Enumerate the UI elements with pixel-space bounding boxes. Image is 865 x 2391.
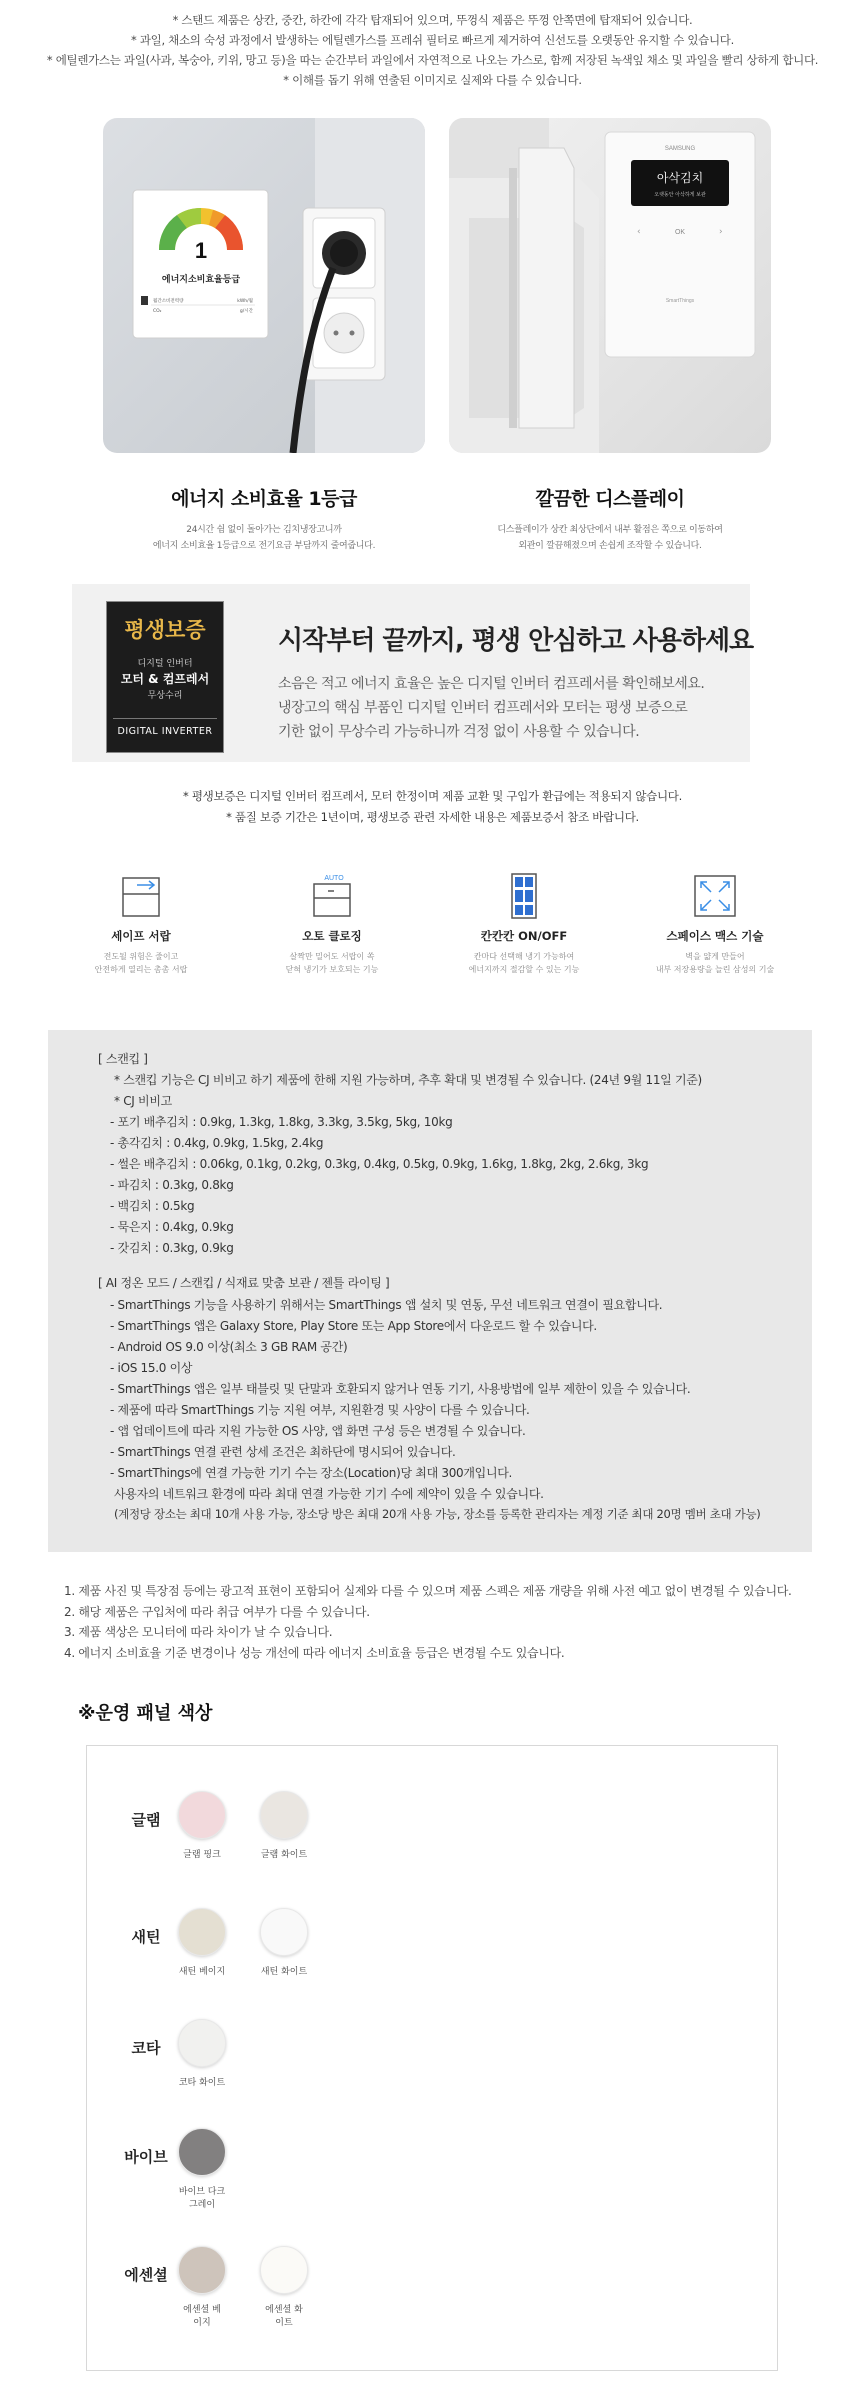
display-brand: SAMSUNG	[664, 146, 696, 152]
scankeep-heading: [ 스캔킵 ]	[98, 1052, 148, 1066]
top-note: * 스탠드 제품은 상칸, 중칸, 하칸에 각각 탑재되어 있으며, 뚜껑식 제품은 뚜껑 안쪽면에 탑재되어 있습니다.	[172, 13, 693, 27]
feature-title-energy: 에너지 소비효율 1등급	[171, 488, 357, 510]
badge-line2: 모터 & 컴프레서	[120, 672, 210, 686]
swatch-label: 새틴 화이트	[260, 1967, 308, 1977]
display-sub-text: 오랫동안 아삭하게 보관	[654, 192, 706, 198]
icon-feature-desc	[46, 950, 236, 976]
icon-feature-title: 세이프 서랍	[111, 929, 171, 943]
feature-desc-energy	[103, 522, 425, 554]
ai-mode-line: - 앱 업데이트에 따라 지원 가능한 OS 사양, 앱 화면 구성 등은 변경될 수 있습니다.	[110, 1424, 526, 1438]
icon-desc-line: 전도될 위험은 줄이고	[103, 952, 179, 961]
color-swatch	[178, 2246, 226, 2294]
swatch-label: 글램 핑크	[183, 1850, 221, 1860]
compartment-icon	[496, 872, 552, 920]
panel-row-label-satin: 새틴	[131, 1928, 161, 1946]
feature-desc-line: 에너지 소비효율 1등급으로 전기요금 부담까지 줄여줍니다.	[152, 541, 376, 551]
ai-mode-line: - iOS 15.0 이상	[110, 1361, 193, 1375]
badge-divider	[113, 718, 217, 719]
scankeep-line: * 스캔킵 기능은 CJ 비비고 하기 제품에 한해 지원 가능하며, 추후 확대 및 변경될 수 있습니다. (24년 9월 11일 기준)	[114, 1073, 702, 1087]
scankeep-line: - 묵은지 : 0.4kg, 0.9kg	[110, 1220, 234, 1234]
warranty-body-line: 기한 없이 무상수리 가능하니까 걱정 없이 사용할 수 있습니다.	[278, 724, 640, 740]
feature-space-max	[620, 872, 810, 976]
scankeep-line: - 포기 배추김치 : 0.9kg, 1.3kg, 1.8kg, 3.3kg, 3.5kg, 5kg, 10kg	[110, 1115, 453, 1129]
ai-mode-line: - SmartThings 앱은 Galaxy Store, Play Store 또는 App Store에서 다운로드 할 수 있습니다.	[110, 1319, 597, 1333]
label-row2-right: g/시간	[239, 309, 253, 314]
badge-title: 평생보증	[124, 618, 206, 642]
scankeep-line: - 썰은 배추김치 : 0.06kg, 0.1kg, 0.2kg, 0.3kg, 0.4kg, 0.5kg, 0.9kg, 1.6kg, 1.8kg, 2kg, 2.6kg, 3kg	[110, 1157, 649, 1171]
icon-feature-desc	[237, 950, 427, 976]
display-ok: OK	[674, 229, 686, 236]
swatch-cotta-white	[162, 2019, 242, 2090]
icon-desc-line: 내부 저장용량을 늘린 삼성의 기술	[655, 965, 775, 974]
panel-row-label-glam: 글램	[131, 1811, 161, 1829]
feature-auto-closing	[237, 872, 427, 976]
swatch-satin-white	[244, 1908, 324, 1979]
color-swatch	[260, 1908, 308, 1956]
ai-mode-line: - Android OS 9.0 이상(최소 3 GB RAM 공간)	[110, 1340, 348, 1354]
scankeep-line: - 갓김치 : 0.3kg, 0.9kg	[110, 1241, 234, 1255]
color-swatch	[178, 2019, 226, 2067]
ai-mode-line: - SmartThings 기능을 사용하기 위해서는 SmartThings 앱 설치 및 연동, 무선 네트워크 연결이 필요합니다.	[110, 1298, 663, 1312]
swatch-satin-beige	[162, 1908, 242, 1979]
feature-desc-line: 24시간 쉼 없이 돌아가는 김치냉장고니까	[186, 525, 342, 535]
smartthings-info-box	[48, 1030, 812, 1552]
icon-desc-line: 에너지까지 절감할 수 있는 기능	[468, 965, 580, 974]
panel-row-label-vibe: 바이브	[124, 2148, 168, 2166]
color-swatch	[260, 2246, 308, 2294]
scankeep-line: - 파김치 : 0.3kg, 0.8kg	[110, 1178, 234, 1192]
space-max-icon	[687, 872, 743, 920]
ai-mode-line: - SmartThings 앱은 일부 태블릿 및 단말과 호환되지 않거나 연동 기기, 사용방법에 일부 제한이 있을 수 있습니다.	[110, 1382, 691, 1396]
auto-icon-text: AUTO	[324, 875, 344, 882]
energy-label-title: 에너지소비효율등급	[161, 275, 241, 285]
feature-desc-line: 외관이 깔끔해졌으며 손쉽게 조작할 수 있습니다.	[518, 541, 702, 551]
swatch-label: 글램 화이트	[260, 1850, 308, 1860]
disclaimers	[64, 1581, 792, 1663]
lifetime-warranty-section	[72, 584, 754, 762]
display-illustration	[449, 118, 771, 453]
badge-line1: 디지털 인버터	[137, 659, 193, 669]
scankeep-line: - 백김치 : 0.5kg	[110, 1199, 195, 1213]
display-left-arrow: ‹	[637, 227, 641, 237]
icon-desc-line: 벽을 얇게 만들어	[685, 952, 745, 961]
warranty-body-line: 소음은 적고 에너지 효율은 높은 디지털 인버터 컴프레서를 확인해보세요.	[278, 676, 705, 692]
display-main-text: 아삭김치	[656, 171, 704, 185]
icon-feature-title: 칸칸칸 ON/OFF	[480, 929, 568, 943]
display-right-arrow: ›	[719, 227, 723, 237]
badge-line3: 무상수리	[147, 691, 183, 701]
swatch-essential-beige	[162, 2246, 242, 2330]
energy-label-illustration	[103, 118, 425, 453]
display-footer: SmartThings	[665, 298, 695, 304]
display-panel-image	[449, 118, 771, 453]
color-swatch	[260, 1791, 308, 1839]
feature-desc-line: 디스플레이가 상칸 최상단에서 내부 활점은 쪽으로 이동하여	[497, 525, 723, 535]
top-note: * 과일, 채소의 숙성 과정에서 발생하는 에틸렌가스를 프레쉬 필터로 빠르게 제거하여 신선도를 오랫동안 유지할 수 있습니다.	[131, 33, 734, 47]
swatch-glam-white	[244, 1791, 324, 1862]
color-swatch	[178, 1791, 226, 1839]
ai-mode-line: 사용자의 네트워크 환경에 따라 최대 연결 가능한 기기 수에 제약이 있을 수 있습니다.	[114, 1487, 544, 1501]
top-note: * 에틸렌가스는 과일(사과, 복숭아, 키위, 망고 등)을 따는 순간부터 과일에서 자연적으로 나오는 가스로, 함께 저장된 녹색잎 채소 및 과일을 빨리 상하게 합니다.	[46, 53, 819, 67]
panel-row-label-essential: 에센셜	[124, 2266, 168, 2284]
ai-mode-heading: [ AI 정온 모드 / 스캔킵 / 식재료 맞춤 보관 / 젠틀 라이팅 ]	[98, 1276, 390, 1290]
disclaimer-item: 3. 제품 색상은 모니터에 따라 차이가 날 수 있습니다.	[64, 1625, 333, 1639]
swatch-label: 코타 화이트	[178, 2078, 226, 2088]
icon-feature-desc	[429, 950, 619, 976]
icon-feature-title: 스페이스 맥스 기술	[666, 929, 764, 943]
warranty-note: * 품질 보증 기간은 1년이며, 평생보증 관련 자세한 내용은 제품보증서 참조 바랍니다.	[226, 810, 639, 824]
feature-title-display: 깔끔한 디스플레이	[535, 488, 685, 510]
panel-row-label-cotta: 코타	[131, 2039, 161, 2057]
panel-color-heading: ※운영 패널 색상	[78, 1703, 213, 1724]
label-row1-right: kWh/월	[237, 299, 253, 304]
warranty-notes	[0, 786, 865, 828]
swatch-label: 에센셜 화이트	[265, 2305, 303, 2328]
swatch-glam-pink	[162, 1791, 242, 1862]
top-note: * 이해를 돕기 위해 연출된 이미지로 실제와 다를 수 있습니다.	[283, 73, 582, 87]
feature-safe-drawer	[46, 872, 236, 976]
top-notes	[0, 10, 865, 90]
disclaimer-item: 2. 해당 제품은 구입처에 따라 취급 여부가 다를 수 있습니다.	[64, 1604, 370, 1619]
ai-mode-line: - 제품에 따라 SmartThings 기능 지원 여부, 지원환경 및 사양이 다를 수 있습니다.	[110, 1403, 530, 1417]
icon-feature-title: 오토 클로징	[302, 929, 362, 943]
scankeep-line: - 총각김치 : 0.4kg, 0.9kg, 1.5kg, 2.4kg	[110, 1136, 324, 1150]
ai-mode-line: (계정당 장소는 최대 10개 사용 가능, 장소당 방은 최대 20개 사용 가능, 장소를 등록한 관리자는 계정 기준 최대 20명 멤버 초대 가능)	[114, 1507, 761, 1521]
warranty-badge	[106, 601, 224, 753]
swatch-label: 에센셜 베이지	[183, 2305, 221, 2328]
energy-efficiency-image	[103, 118, 425, 453]
warranty-body	[278, 672, 704, 744]
disclaimer-item: 1. 제품 사진 및 특장점 등에는 광고적 표현이 포함되어 실제와 다를 수 있으며 제품 스펙은 제품 개량을 위해 사전 예고 없이 변경될 수 있습니다.	[64, 1584, 792, 1598]
energy-grade-number: 1	[194, 238, 208, 263]
color-swatch	[178, 1908, 226, 1956]
warranty-note: * 평생보증은 디지털 인버터 컴프레서, 모터 한정이며 제품 교환 및 구입가 환급에는 적용되지 않습니다.	[183, 789, 682, 803]
label-row1-left: 월간소비전력량	[153, 299, 184, 304]
icon-desc-line: 칸마다 선택해 냉기 가능하여	[473, 952, 575, 961]
scankeep-line: * CJ 비비고	[114, 1094, 172, 1108]
disclaimer-item: 4. 에너지 소비효율 기준 변경이나 성능 개선에 따라 에너지 소비효율 등급은 변경될 수도 있습니다.	[64, 1645, 565, 1660]
icon-feature-desc	[620, 950, 810, 976]
icon-desc-line: 안전하게 열리는 촘촘 서랍	[94, 965, 188, 974]
swatch-essential-white	[244, 2246, 324, 2330]
panel-color-box	[86, 1745, 778, 2371]
feature-desc-display	[449, 522, 771, 554]
badge-footer: DIGITAL INVERTER	[117, 726, 213, 737]
swatch-label: 바이브 다크 그레이	[178, 2187, 226, 2210]
warranty-body-line: 냉장고의 핵심 부품인 디지털 인버터 컴프레서와 모터는 평생 보증으로	[278, 700, 688, 716]
swatch-label: 새틴 베이지	[178, 1967, 226, 1977]
label-row2-left: CO₂	[153, 309, 162, 314]
feature-compartment-onoff	[429, 872, 619, 976]
icon-desc-line: 닫혀 냉기가 보호되는 기능	[285, 965, 379, 974]
color-swatch	[178, 2128, 226, 2176]
icon-desc-line: 살짝만 밀어도 서랍이 쏙	[289, 952, 375, 961]
safe-drawer-icon	[113, 872, 169, 920]
warranty-heading: 시작부터 끝까지, 평생 안심하고 사용하세요	[278, 626, 754, 656]
ai-mode-line: - SmartThings에 연결 가능한 기기 수는 장소(Location)당 최대 300개입니다.	[110, 1466, 513, 1480]
swatch-vibe-dark-gray	[162, 2128, 242, 2212]
ai-mode-line: - SmartThings 연결 관련 상세 조건은 최하단에 명시되어 있습니다.	[110, 1445, 456, 1459]
auto-closing-icon	[304, 872, 360, 920]
